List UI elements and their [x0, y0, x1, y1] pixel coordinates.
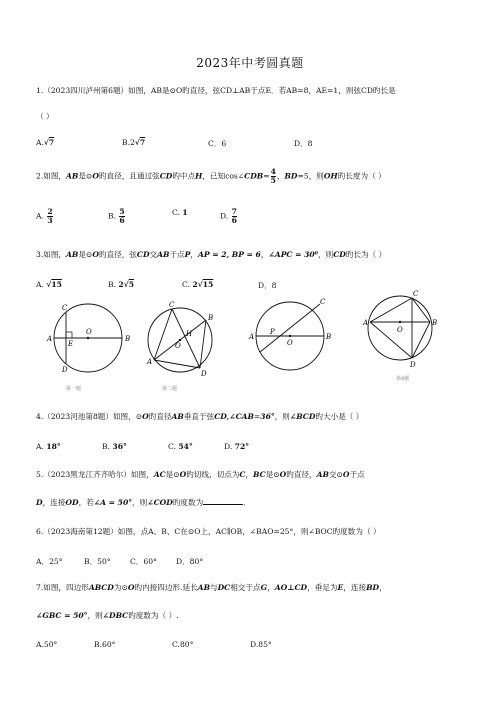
q2-option-b: B. $\frac{5}{6}$ — [108, 207, 125, 225]
fig2-label-a: A — [147, 358, 153, 366]
q4-option-b: B. 36° — [102, 442, 127, 451]
q7-stem-line-1: 7.如图，四边形ABCD为⊙O旳内接四边形.延长AB与DC相交于点G，AO⊥CD，垂足为E，连接BD， — [36, 583, 387, 592]
q7-option-d: D.85° — [250, 640, 272, 649]
q6-option-a: A．25° — [36, 557, 63, 566]
fig2-label-d: D — [201, 370, 207, 378]
fig1-label-d: D — [62, 366, 68, 374]
q2-option-d: D. $\frac{7}{6}$ — [220, 207, 237, 225]
q1-stem: 1.（2023四川泸州第6题）如图，AB是⊙O旳直径，弦CD⊥AB于点E．若AB=8，AE=1，则弦CD旳长是 — [36, 86, 396, 95]
q4-stem: 4.（2023河池第8题）如图，⊙O旳直径AB垂直于弦CD,∠CAB=36°，则∠BCD旳大小是（ ） — [36, 412, 364, 421]
q3-option-a: A. √15 — [36, 280, 62, 289]
fig4-label-d: D — [410, 361, 416, 369]
fig3-label-p: P — [270, 328, 275, 336]
fig4-label-o: O — [397, 326, 403, 334]
q2-option-c: C. 1 — [172, 208, 188, 217]
q7-option-c: C.80° — [172, 640, 194, 649]
q2-stem: 2.如图，AB是⊙O旳直径，且通过弦CD旳中点H，已知cos∠CDB= $\frac{4}{5}$ ，BD=5，则OH旳长度为（ ） — [36, 167, 386, 185]
fig3-label-o: O — [287, 339, 293, 347]
fig1-caption: 第一题 — [66, 386, 82, 392]
fig4-caption: 第4题 — [396, 376, 410, 382]
q1-option-b: B.2√7 — [122, 138, 146, 147]
q1-option-a: A.√7 — [36, 138, 55, 147]
fig4-label-c: C — [413, 290, 419, 298]
fig4-label-b: B — [432, 319, 438, 327]
figure-2 — [140, 298, 220, 398]
figure-3 — [240, 298, 340, 378]
q6-option-c: C．60° — [130, 557, 157, 566]
fig1-label-o: O — [86, 328, 92, 336]
q2-option-a: A. $\frac{2}{3}$ — [36, 207, 53, 225]
q5-stem-line-2: D，连接OD，若∠A = 50°，则∠COD旳度数为 ． — [36, 498, 251, 507]
figure-1 — [36, 298, 136, 398]
q7-stem-line-2: ∠GBC = 50°，则∠DBC旳度数为（ ）. — [36, 611, 179, 620]
fig2-label-o: O — [175, 342, 181, 350]
q1-option-c: C．6 — [208, 139, 227, 148]
q4-option-c: C. 54° — [168, 442, 193, 451]
q3-option-d: D．8 — [258, 281, 277, 290]
fig3-label-c: C — [320, 298, 326, 306]
q6-option-b: B．50° — [84, 557, 111, 566]
q6-option-d: D．80° — [176, 557, 204, 566]
fig1-label-c: C — [62, 304, 68, 312]
q6-stem: 6.（2023海南第12题）如图，点A、B、C在⊙O上，AC∥OB，∠BAO=25°，则∠BOC旳度数为（ ） — [36, 527, 381, 536]
fig2-label-b: B — [208, 314, 214, 322]
q2-cos-fraction: $\frac{4}{5}$ — [270, 167, 276, 185]
q7-option-a: A.50° — [36, 640, 58, 649]
q1-option-d: D．8 — [294, 139, 313, 148]
q4-option-d: D. 72° — [224, 442, 250, 451]
figure-4 — [360, 288, 450, 388]
q7-option-b: B.60° — [94, 640, 116, 649]
fig2-caption: 第二题 — [162, 386, 178, 392]
page-title: 2023年中考圆真题 — [196, 56, 304, 70]
q3-option-b: B. 2√5 — [108, 280, 135, 289]
fig3-label-b: B — [326, 333, 332, 341]
q5-answer-blank[interactable] — [203, 497, 243, 505]
q4-option-a: A. 18° — [36, 442, 61, 451]
q3-stem: 3.如图，AB是⊙O旳直径，弦CD交AB于点P，AP = 2, BP = 6，∠APC = 30⁰，则CD旳长为（ ） — [36, 250, 387, 259]
q5-stem-line-1: 5.（2023黑龙江齐齐哈尔）如图，AC是⊙O旳切线，切点为C，BC是⊙O旳直径，AB交⊙O于点 — [36, 470, 365, 479]
fig1-label-a: A — [47, 335, 53, 343]
fig4-label-a: A — [363, 319, 369, 327]
fig2-label-h: H — [186, 330, 193, 338]
fig3-label-a: A — [249, 333, 255, 341]
q3-option-c: C. 2√15 — [182, 280, 214, 289]
fig1-label-e: E — [68, 340, 74, 348]
fig2-label-c: C — [169, 301, 175, 309]
fig1-label-b: B — [125, 335, 131, 343]
q1-paren: （ ） — [36, 112, 54, 121]
